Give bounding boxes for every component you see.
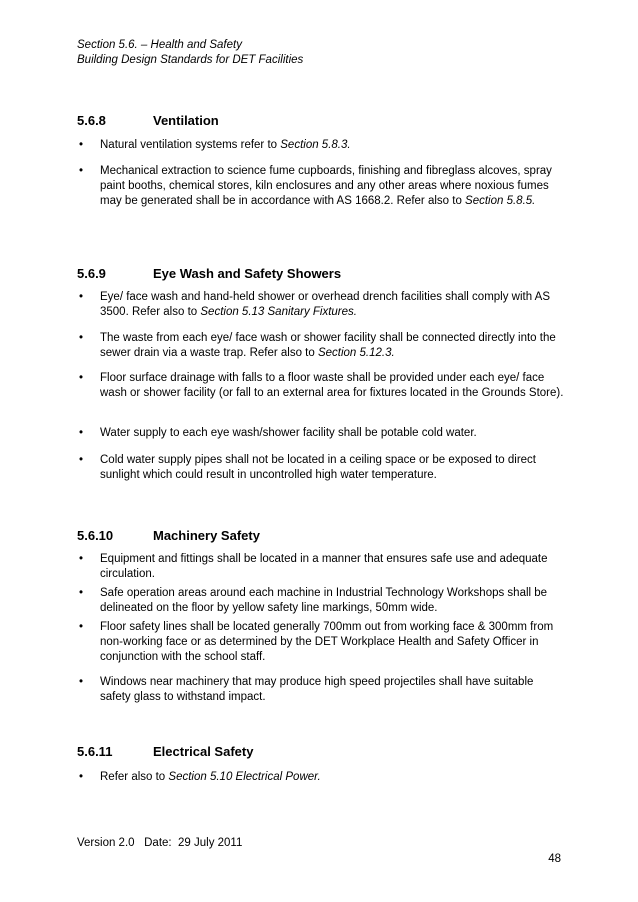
- list-item: [77, 552, 567, 582]
- list-item-text: Safe operation areas around each machine in Industrial Technology Workshops shall be delineated on the floor by yellow safety line markings, 50mm wide.: [100, 587, 548, 614]
- section-heading: [77, 112, 567, 130]
- list-item-text: Cold water supply pipes shall not be located in a ceiling space or be exposed to direct sunlight which could result in uncontrolled high water temperature.: [100, 454, 536, 481]
- bullet-icon: •: [79, 165, 84, 177]
- bullet-icon: •: [79, 427, 84, 439]
- section-electrical-safety: [77, 743, 567, 783]
- page-number: 48: [548, 853, 561, 865]
- section-reference: Section 5.8.3.: [280, 139, 351, 151]
- list-item: [77, 290, 567, 320]
- list-item: [77, 426, 567, 441]
- section-number: 5.6.10: [77, 528, 114, 543]
- bullet-icon: •: [79, 621, 84, 633]
- list-item: [77, 164, 567, 209]
- section-machinery-safety: [77, 527, 567, 703]
- list-item: [77, 675, 567, 705]
- list-item-text: Floor safety lines shall be located generally 700mm out from working face & 300mm from non-working face or as determined by the DET Workplace Health and Safety Officer in conjunction with the school staff.: [100, 621, 554, 663]
- list-item: [77, 331, 567, 361]
- header-section-title: Section 5.6. – Health and Safety: [77, 39, 242, 51]
- bullet-icon: •: [79, 372, 84, 384]
- section-ventilation: [77, 112, 567, 207]
- list-item: [77, 620, 567, 665]
- section-heading: [77, 743, 567, 761]
- section-heading: [77, 527, 567, 545]
- section-title: Electrical Safety: [153, 744, 254, 759]
- section-title: Machinery Safety: [153, 528, 260, 543]
- list-item-text: Natural ventilation systems refer to: [100, 139, 281, 151]
- section-reference: Section 5.8.5.: [465, 195, 536, 207]
- page-footer-version: Version 2.0 Date: 29 July 2011: [77, 837, 243, 849]
- section-eye-wash: [77, 265, 567, 481]
- list-item-text: Mechanical extraction to science fume cupboards, finishing and fibreglass alcoves, spray paint booths, chemical stores, kiln enclosures and any other areas where noxious fumes may be generated shall be in accordance with AS 1668.2. Refer also to: [100, 165, 552, 207]
- section-number: 5.6.8: [77, 113, 106, 128]
- section-title: Ventilation: [153, 113, 219, 128]
- bullet-icon: •: [79, 553, 84, 565]
- bullet-icon: •: [79, 771, 84, 783]
- list-item-text: Refer also to: [100, 771, 169, 783]
- bullet-icon: •: [79, 332, 84, 344]
- section-number: 5.6.11: [77, 744, 113, 759]
- section-title: Eye Wash and Safety Showers: [153, 266, 342, 281]
- list-item: [77, 453, 567, 483]
- section-number: 5.6.9: [77, 266, 106, 281]
- bullet-icon: •: [79, 291, 84, 303]
- list-item-text: Floor surface drainage with falls to a floor waste shall be provided under each eye/ face wash or shower facility (or fall to an external area for fixtures located in the Grounds Store).: [100, 372, 564, 399]
- section-reference: Section 5.10 Electrical Power.: [168, 771, 321, 783]
- list-item: [77, 371, 567, 401]
- bullet-icon: •: [79, 587, 84, 599]
- list-item-text: Equipment and fittings shall be located in a manner that ensures safe use and adequate circulation.: [100, 553, 548, 580]
- list-item: [77, 770, 567, 785]
- section-reference: Section 5.13 Sanitary Fixtures.: [200, 306, 357, 318]
- section-reference: Section 5.12.3.: [317, 347, 395, 359]
- list-item-text: Eye/ face wash and hand-held shower or overhead drench facilities shall comply with AS 3500. Refer also to: [100, 291, 551, 318]
- bullet-icon: •: [79, 139, 84, 151]
- list-item: [77, 586, 567, 616]
- list-item-text: The waste from each eye/ face wash or shower facility shall be connected directly into the sewer drain via a waste trap. Refer also to: [100, 332, 556, 359]
- section-heading: [77, 265, 567, 283]
- bullet-icon: •: [79, 676, 84, 688]
- bullet-icon: •: [79, 454, 84, 466]
- page-header: [77, 38, 303, 68]
- list-item: [77, 138, 567, 153]
- list-item-text: Windows near machinery that may produce high speed projectiles shall have suitable safety glass to withstand impact.: [100, 676, 534, 703]
- header-document-title: Building Design Standards for DET Facilities: [77, 54, 304, 66]
- list-item-text: Water supply to each eye wash/shower facility shall be potable cold water.: [100, 427, 477, 439]
